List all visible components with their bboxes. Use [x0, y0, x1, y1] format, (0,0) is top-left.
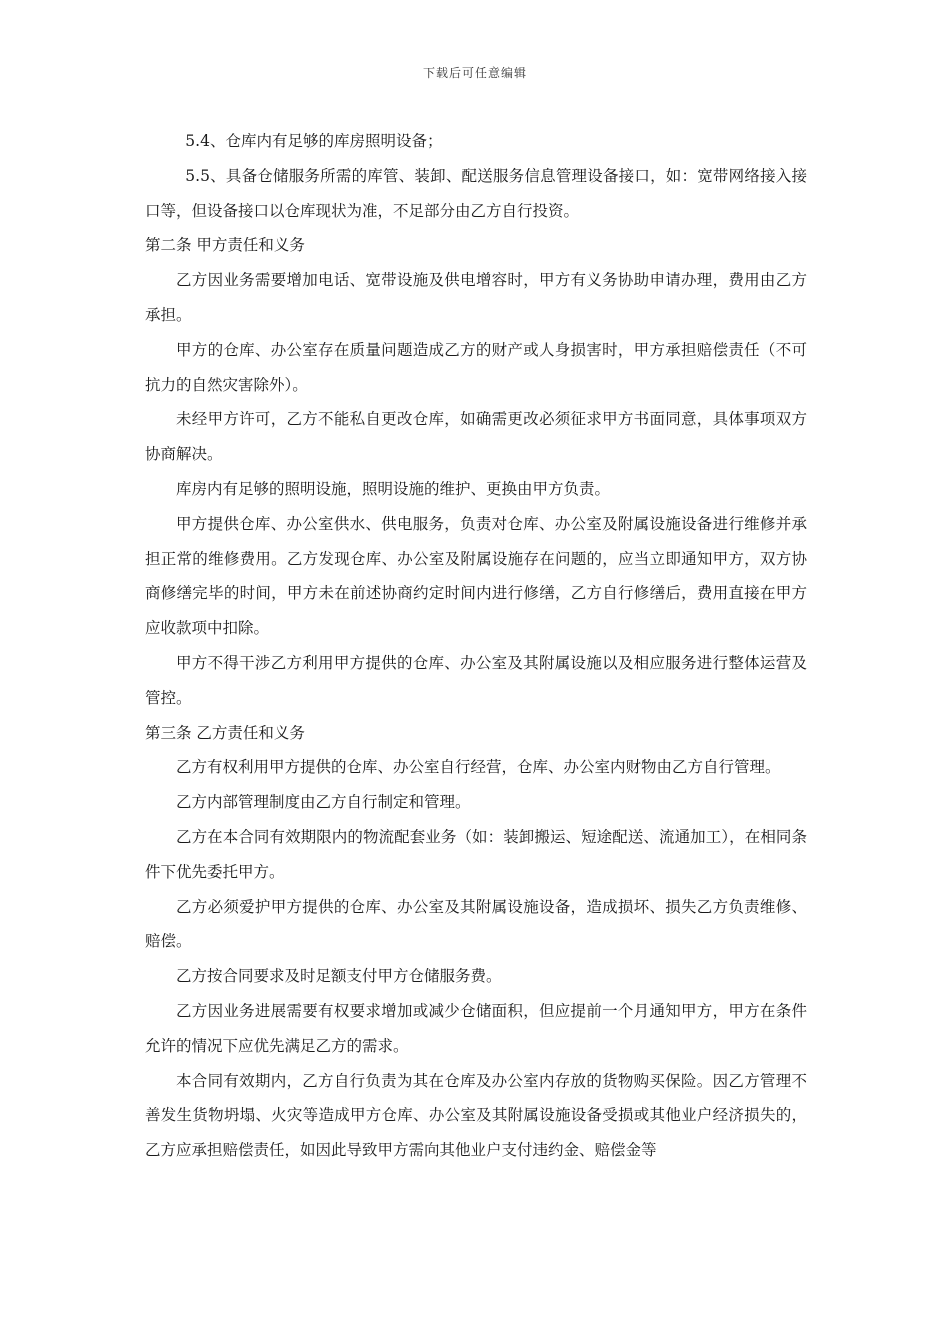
clause-5-4: 5.4、仓库内有足够的库房照明设备； — [185, 132, 443, 150]
article-3-paragraph: 乙方因业务进展需要有权要求增加或减少仓储面积，但应提前一个月通知甲方，甲方在条件允许的情况下应优先满足乙方的需求。 — [145, 1001, 807, 1055]
article-3-paragraph: 乙方按合同要求及时足额支付甲方仓储服务费。 — [176, 967, 502, 986]
article-2-paragraph: 甲方的仓库、办公室存在质量问题造成乙方的财产或人身损害时，甲方承担赔偿责任（不可抗力的自然灾害除外）。 — [145, 340, 807, 394]
article-2-paragraph: 未经甲方许可，乙方不能私自更改仓库，如确需更改必须征求甲方书面同意，具体事项双方协商解决。 — [145, 410, 807, 464]
clause-5-5: 5.5、具备仓储服务所需的库管、装卸、配送服务信息管理设备接口，如：宽带网络接入接口等，但设备接口以仓库现状为准，不足部分由乙方自行投资。 — [145, 166, 807, 220]
article-3-paragraph: 乙方必须爱护甲方提供的仓库、办公室及其附属设施设备，造成损坏、损失乙方负责维修、赔偿。 — [145, 897, 807, 951]
article-3-paragraph: 乙方有权利用甲方提供的仓库、办公室自行经营，仓库、办公室内财物由乙方自行管理。 — [176, 758, 781, 777]
header-note: 下载后可任意编辑 — [422, 66, 527, 80]
article-3-paragraph: 乙方在本合同有效期限内的物流配套业务（如：装卸搬运、短途配送、流通加工），在相同条件下优先委托甲方。 — [145, 827, 807, 881]
article-2-paragraph: 乙方因业务需要增加电话、宽带设施及供电增容时，甲方有义务协助申请办理，费用由乙方承担。 — [145, 271, 807, 324]
article-3-paragraph: 乙方内部管理制度由乙方自行制定和管理。 — [176, 793, 471, 812]
article-2-heading: 第二条 甲方责任和义务 — [145, 236, 305, 255]
document-body — [145, 124, 807, 1168]
article-2-paragraph: 甲方提供仓库、办公室供水、供电服务，负责对仓库、办公室及附属设施设备进行维修并承担正常的维修费用。乙方发现仓库、办公室及附属设施存在问题的，应当立即通知甲方，双方协商修缮完毕的时间，甲方未在前述协商约定时间内进行修缮，乙方自行修缮后，费用直接在甲方应收款项中扣除。 — [145, 514, 807, 638]
article-2-paragraph: 甲方不得干涉乙方利用甲方提供的仓库、办公室及其附属设施以及相应服务进行整体运营及管控。 — [145, 653, 807, 707]
article-3-paragraph: 本合同有效期内，乙方自行负责为其在仓库及办公室内存放的货物购买保险。因乙方管理不善发生货物坍塌、火灾等造成甲方仓库、办公室及其附属设施设备受损或其他业户经济损失的，乙方应承担赔偿责任，如因此导致甲方需向其他业户支付违约金、赔偿金等 — [145, 1071, 807, 1160]
article-3-heading: 第三条 乙方责任和义务 — [145, 723, 305, 742]
article-2-paragraph: 库房内有足够的照明设施，照明设施的维护、更换由甲方负责。 — [176, 479, 611, 498]
